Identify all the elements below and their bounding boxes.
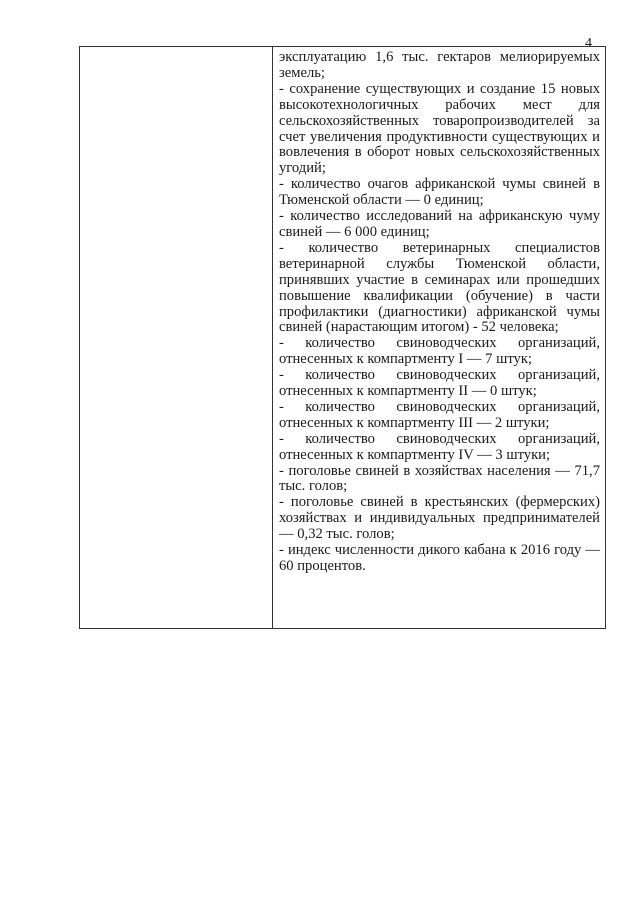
list-item: - индекс численности дикого кабана к 2016 году — 60 процентов. xyxy=(279,542,600,574)
table-left-cell xyxy=(80,47,273,629)
page-number: 4 xyxy=(585,36,592,51)
list-item: - количество свиноводческих организаций, отнесенных к компартменту II — 0 штук; xyxy=(279,367,600,400)
list-item: - количество ветеринарных специалистов ветеринарной службы Тюменской области, принявших участие в семинарах или прошедших повышение квалификации (обучение) в части профилактики (диагностики) африканской чумы свиней (нарастающим итогом) - 52 человека; xyxy=(279,239,600,336)
table-right-cell xyxy=(273,47,606,629)
list-item: - количество исследований на африканскую чуму свиней — 6 000 единиц; xyxy=(279,208,600,240)
table-row xyxy=(80,47,606,629)
list-item: - количество очагов африканской чумы свиней в Тюменской области — 0 единиц; xyxy=(279,176,600,209)
list-item: - количество свиноводческих организаций, отнесенных к компартменту IV — 3 штуки; xyxy=(279,430,600,463)
list-item: - количество свиноводческих организаций, отнесенных к компартменту I — 7 штук; xyxy=(279,335,600,368)
list-item: - количество свиноводческих организаций, отнесенных к компартменту III — 2 штуки; xyxy=(279,398,600,431)
list-item: эксплуатацию 1,6 тыс. гектаров мелиорируемых земель; xyxy=(279,49,600,81)
indicators-table xyxy=(79,46,606,629)
list-item: - поголовье свиней в крестьянских (фермерских) хозяйствах и индивидуальных предпринимателей — 0,32 тыс. голов; xyxy=(279,494,600,543)
indicator-list xyxy=(273,47,605,575)
list-item: - поголовье свиней в хозяйствах населения — 71,7 тыс. голов; xyxy=(279,462,600,495)
list-item: - сохранение существующих и создание 15 новых высокотехнологичных рабочих мест для сельскохозяйственных товаропроизводителей за счет увеличения продуктивности существующих и вовлечения в оборот новых сельскохозяйственных угодий; xyxy=(279,80,600,177)
